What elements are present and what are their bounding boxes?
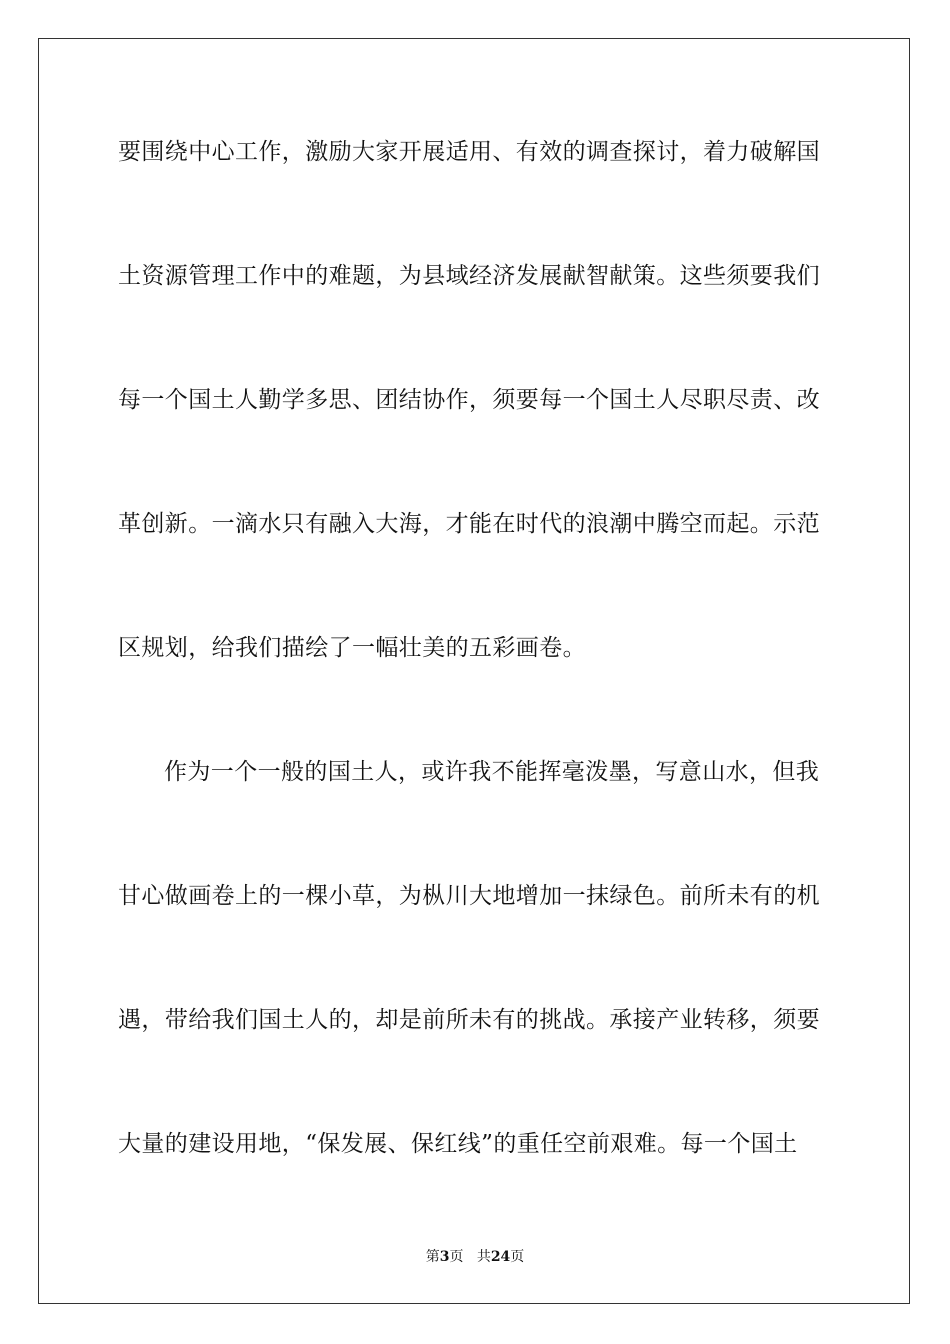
page-prefix: 第 — [425, 1249, 440, 1265]
total-prefix: 共 — [476, 1249, 491, 1265]
total-suffix: 页 — [510, 1249, 525, 1265]
page-suffix: 页 — [449, 1249, 464, 1265]
paragraph-line: 甘心做画卷上的一棵小草，为枞川大地增加一抹绿色。前所未有的机 — [118, 883, 820, 909]
page-border — [38, 38, 910, 1304]
paragraph-line: 区规划，给我们描绘了一幅壮美的五彩画卷。 — [118, 635, 586, 661]
paragraph-line: 土资源管理工作中的难题，为县域经济发展献智献策。这些须要我们 — [118, 263, 820, 289]
paragraph-line: 遇，带给我们国土人的，却是前所未有的挑战。承接产业转移，须要 — [118, 1007, 820, 1033]
total-pages: 24 — [490, 1249, 511, 1265]
paragraph-line: 大量的建设用地，“保发展、保红线”的重任空前艰难。每一个国土 — [118, 1131, 798, 1157]
paragraph-line: 每一个国土人勤学多思、团结协作，须要每一个国土人尽职尽责、改 — [118, 387, 820, 413]
paragraph-line: 革创新。一滴水只有融入大海，才能在时代的浪潮中腾空而起。示范 — [118, 511, 820, 537]
page-footer — [0, 1248, 950, 1266]
paragraph-line: 要围绕中心工作，激励大家开展适用、有效的调查探讨，着力破解国 — [118, 139, 820, 165]
paragraph-line: 作为一个一般的国土人，或许我不能挥毫泼墨，写意山水，但我 — [164, 759, 820, 785]
page-number: 3 — [439, 1249, 450, 1265]
